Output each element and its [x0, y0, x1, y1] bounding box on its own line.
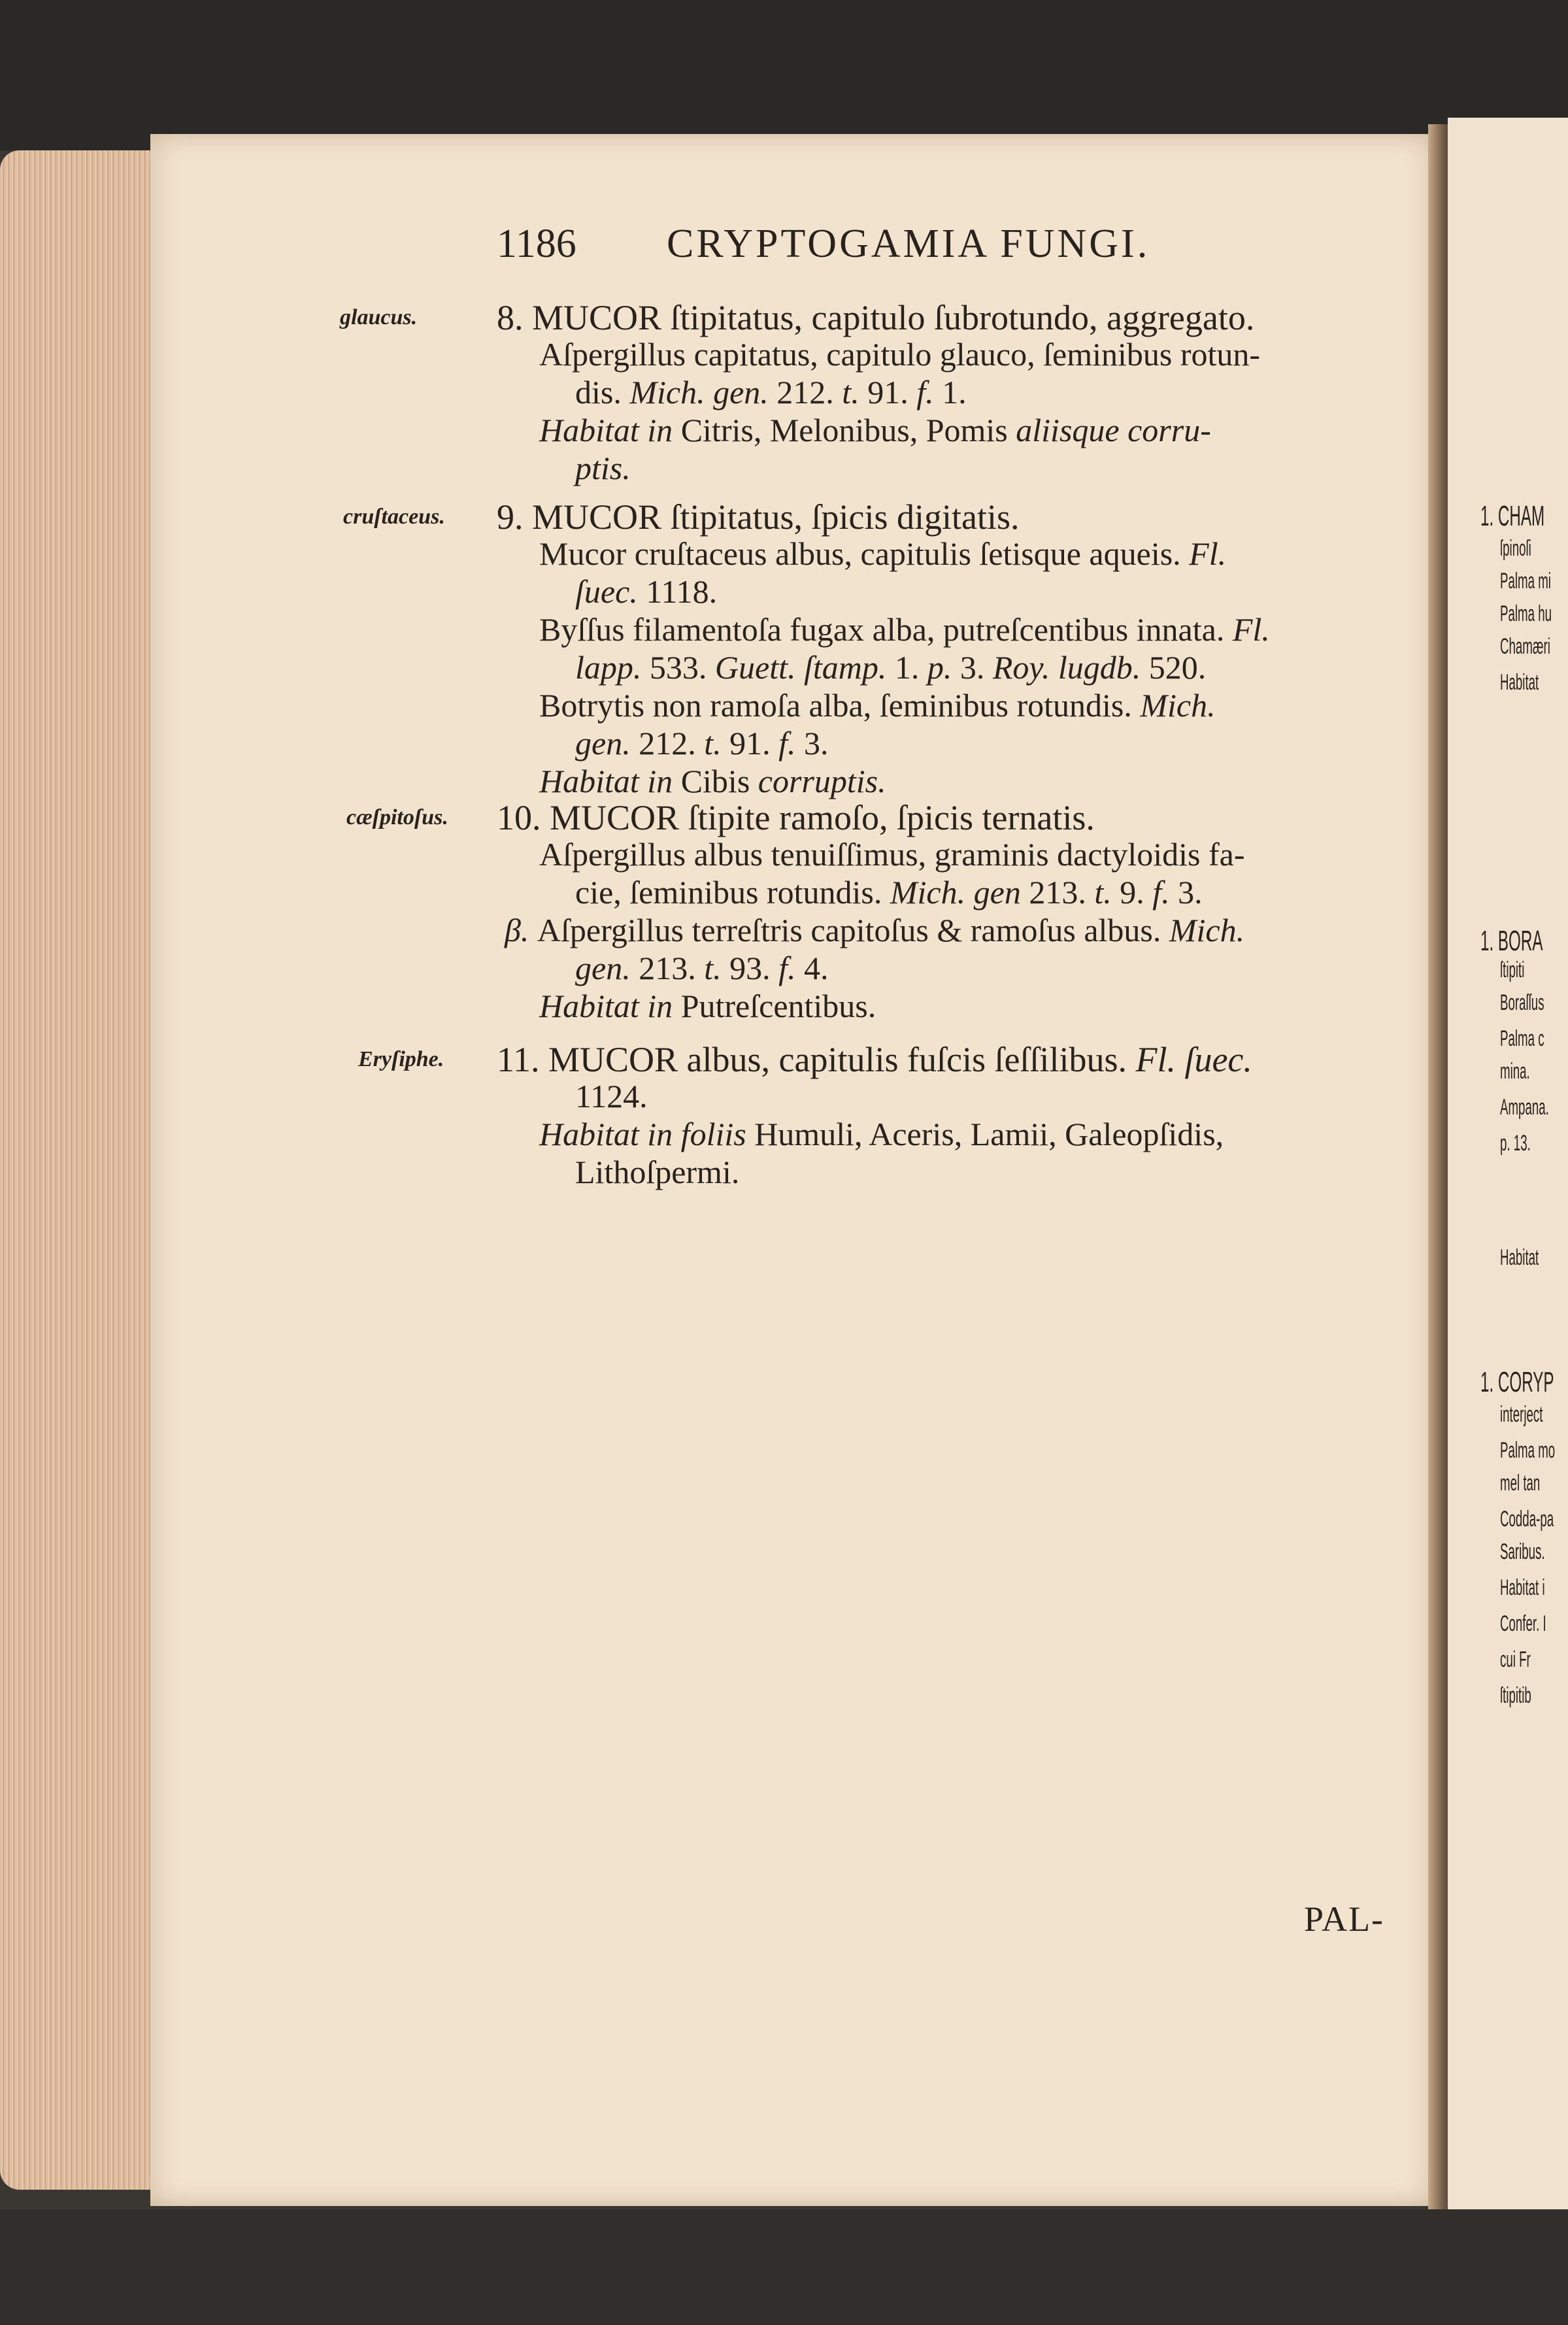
right-page-fragment: mina. — [1500, 1059, 1530, 1084]
right-page-fragment: Saribus. — [1500, 1539, 1545, 1564]
background-top — [0, 0, 1568, 150]
entry-heading: 10. MUCOR ſtipite ramoſo, ſpicis ternatis. — [497, 798, 1095, 837]
right-page-fragment: Palma hu — [1500, 601, 1552, 626]
right-page-fragment: Habitat — [1500, 1245, 1539, 1270]
page-number: 1186 — [497, 222, 576, 266]
catchword: PAL- — [1304, 1899, 1385, 1939]
right-page-fragment: Confer. I — [1500, 1611, 1546, 1636]
right-page-fragment: mel tan — [1500, 1471, 1541, 1496]
entry-line: Aſpergillus albus tenuiſſimus, graminis dactyloidis fa- — [539, 836, 1245, 873]
marginal-species-name: cruſtaceus. — [343, 505, 445, 529]
entry-line: ptis. — [575, 450, 631, 486]
right-page-fragment: Palma mo — [1500, 1438, 1556, 1463]
marginal-species-name: Eryſiphe. — [358, 1047, 444, 1071]
right-page-fragment: Palma c — [1500, 1026, 1544, 1051]
right-page-fragment: cui Fr — [1500, 1647, 1531, 1672]
book-page-right — [1448, 118, 1568, 2229]
entry-line: gen. 212. t. 91. f. 3. — [575, 725, 829, 761]
running-head-title: CRYPTOGAMIA FUNGI. — [667, 222, 1150, 266]
right-page-fragment: Chamæri — [1500, 634, 1550, 659]
entry-line: Habitat in foliis Humuli, Aceris, Lamii, Galeopſidis, — [539, 1116, 1224, 1152]
entry-line: β. Aſpergillus terreſtris capitoſus & ramoſus albus. Mich. — [505, 912, 1245, 948]
entry-line: Habitat in Citris, Melonibus, Pomis aliisque corru- — [539, 412, 1211, 448]
entry-line: 1124. — [575, 1078, 648, 1114]
marginal-species-name: glaucus. — [340, 305, 418, 329]
book-page-edges — [0, 150, 157, 2190]
right-page-fragment: Habitat — [1500, 670, 1539, 695]
entry-line: Habitat in Putreſcentibus. — [539, 988, 876, 1024]
entry-line: Byſſus filamentoſa fugax alba, putreſcentibus innata. Fl. — [539, 611, 1270, 648]
right-page-fragment: ſtipiti — [1500, 958, 1525, 982]
right-page-fragment: ſpinoſi — [1500, 536, 1531, 561]
entry-line: Aſpergillus capitatus, capitulo glauco, ſeminibus rotun- — [539, 336, 1261, 373]
entry-line: Botrytis non ramoſa alba, ſeminibus rotundis. Mich. — [539, 687, 1216, 724]
right-page-fragment: Ampana. — [1500, 1095, 1549, 1120]
entry-line: dis. Mich. gen. 212. t. 91. f. 1. — [575, 374, 967, 410]
marginal-species-name: cæſpitoſus. — [346, 805, 448, 829]
entry-heading: 11. MUCOR albus, capitulis fuſcis ſeſſilibus. Fl. ſuec. — [497, 1040, 1252, 1079]
entry-line: Mucor cruſtaceus albus, capitulis ſetisque aqueis. Fl. — [539, 535, 1227, 572]
entry-line: ſuec. 1118. — [575, 573, 718, 610]
entry-line: gen. 213. t. 93. f. 4. — [575, 950, 829, 986]
right-page-fragment: 1. CORYP — [1480, 1366, 1554, 1398]
right-page-fragment: Codda-pa — [1500, 1507, 1554, 1531]
right-page-fragment: ſtipitib — [1500, 1683, 1531, 1708]
entry-line: Habitat in Cibis corruptis. — [539, 763, 886, 799]
right-page-fragment: 1. BORA — [1480, 925, 1543, 957]
right-page-fragment: interject — [1500, 1402, 1543, 1427]
entry-line: cie, ſeminibus rotundis. Mich. gen 213. t. 9. f. 3. — [575, 874, 1203, 911]
right-page-fragment: Boraſſus — [1500, 990, 1544, 1015]
right-page-fragment: Palma mi — [1500, 569, 1551, 594]
background-bottom — [0, 2209, 1568, 2325]
right-page-fragment: 1. CHAM — [1480, 500, 1545, 532]
right-page-fragment: Habitat i — [1500, 1575, 1545, 1600]
right-page-fragment: p. 13. — [1500, 1131, 1531, 1156]
entry-line: lapp. 533. Guett. ſtamp. 1. p. 3. Roy. lugdb. 520. — [575, 649, 1207, 686]
entry-line: Lithoſpermi. — [575, 1154, 740, 1190]
entry-heading: 8. MUCOR ſtipitatus, capitulo ſubrotundo, aggregato. — [497, 298, 1255, 337]
entry-heading: 9. MUCOR ſtipitatus, ſpicis digitatis. — [497, 497, 1020, 537]
